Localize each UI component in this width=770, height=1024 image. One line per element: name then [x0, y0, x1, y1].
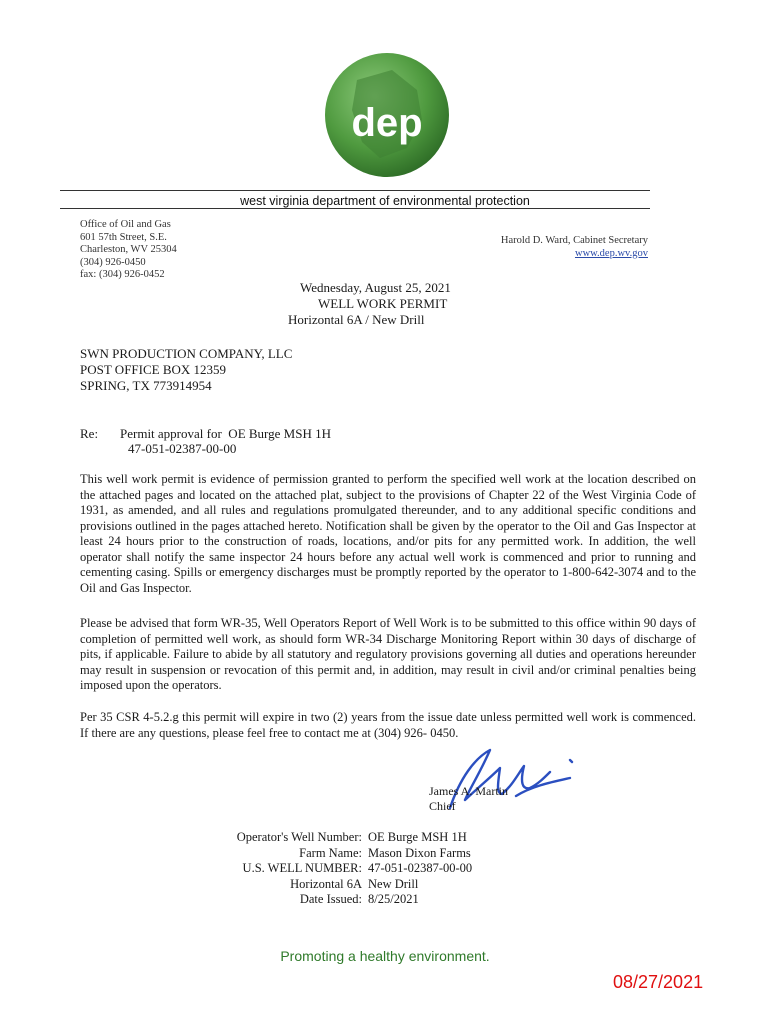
well-label: Farm Name: [299, 845, 362, 860]
office-line: Office of Oil and Gas [80, 219, 171, 230]
well-label: Horizontal 6A [290, 876, 362, 891]
footer-slogan: Promoting a healthy environment. [280, 948, 490, 964]
office-address [80, 219, 177, 282]
addressee [80, 346, 292, 394]
signatory-title: Chief [429, 799, 456, 813]
received-date-stamp: 08/27/2021 [613, 972, 704, 992]
well-value: 47-051-02387-00-00 [368, 861, 473, 875]
well-value: OE Burge MSH 1H [368, 830, 467, 844]
bottom-divider [60, 208, 650, 209]
addressee-line: SWN PRODUCTION COMPANY, LLC [80, 346, 293, 361]
office-line: (304) 926-0450 [80, 256, 146, 268]
letter-date: Wednesday, August 25, 2021 [300, 280, 451, 295]
secretary-block [501, 235, 648, 260]
re-body [120, 426, 331, 456]
website-link[interactable]: www.dep.wv.gov [574, 247, 648, 259]
well-label: U.S. WELL NUMBER: [242, 861, 362, 875]
paragraph-3: Per 35 CSR 4-5.2.g this permit will expire in two (2) years from the issue date unless permitted well work is commenced. If there are any questions, please feel free to contact me at (304) 926- 0450. [80, 710, 696, 740]
well-value: Mason Dixon Farms [368, 845, 471, 860]
well-label: Date Issued: [299, 892, 362, 906]
secretary-name: Harold D. Ward, Cabinet Secretary [500, 235, 648, 246]
agency-name: west virginia department of environmental protection [240, 194, 530, 208]
office-line: Charleston, WV 25304 [80, 244, 177, 255]
well-label: Operator's Well Number: [236, 830, 362, 844]
top-divider [60, 190, 650, 191]
re-label: Re: [80, 426, 99, 441]
well-info-values [368, 830, 472, 908]
re-line2: 47-051-02387-00-00 [128, 441, 237, 456]
permit-title: WELL WORK PERMIT [318, 296, 448, 311]
permit-subtitle: Horizontal 6A / New Drill [288, 312, 425, 327]
paragraph-1: This well work permit is evidence of permission granted to perform the specified well work at the location described on the attached pages and located on the attached plat, subject to the provisions of Chapter 22 of the West Virginia Code of 1931, as amended, and all rules and regulations promulgated thereunder, and to any additional specific conditions and provisions outlined in the pages attached hereto. Notification shall be given by the operator to the Oil and Gas Inspector at least 24 hours prior to the construction of roads, locations, and/or pits for any permitted work. In addition, the well operator shall notify the same inspector 24 hours before any actual well work is commenced and prior to running and cementing casing. Spills or emergency discharges must be promptly reported by the operator to 1-800-642-3074 and to the Oil and Gas Inspector. [80, 472, 696, 595]
permit-heading [288, 280, 451, 328]
office-line: fax: (304) 926-0452 [80, 269, 165, 280]
addressee-line: POST OFFICE BOX 12359 [80, 362, 227, 377]
paragraph-2: Please be advised that form WR-35, Well Operators Report of Well Work is to be submitted to this office within 90 days of completion of permitted well work, as should form WR-34 Discharge Monitoring Report within 30 days of discharge of pits, if applicable. Failure to abide by all statutory and regulatory provisions governing all duties and operations hereunder may result in suspension or revocation of this permit and, in addition, may result in civil and/or criminal penalties being imposed upon the operators. [80, 616, 696, 692]
well-info-labels [237, 830, 362, 908]
signatory [429, 784, 508, 814]
logo-text: dep [351, 101, 423, 145]
well-value: New Drill [368, 876, 419, 891]
re-line1: Permit approval for OE Burge MSH 1H [120, 426, 331, 441]
office-line: 601 57th Street, S.E. [80, 231, 167, 243]
addressee-line: SPRING, TX 773914954 [80, 378, 212, 393]
dep-logo [322, 50, 452, 180]
well-value: 8/25/2021 [368, 892, 419, 906]
signatory-name: James A. Martin [429, 784, 508, 798]
